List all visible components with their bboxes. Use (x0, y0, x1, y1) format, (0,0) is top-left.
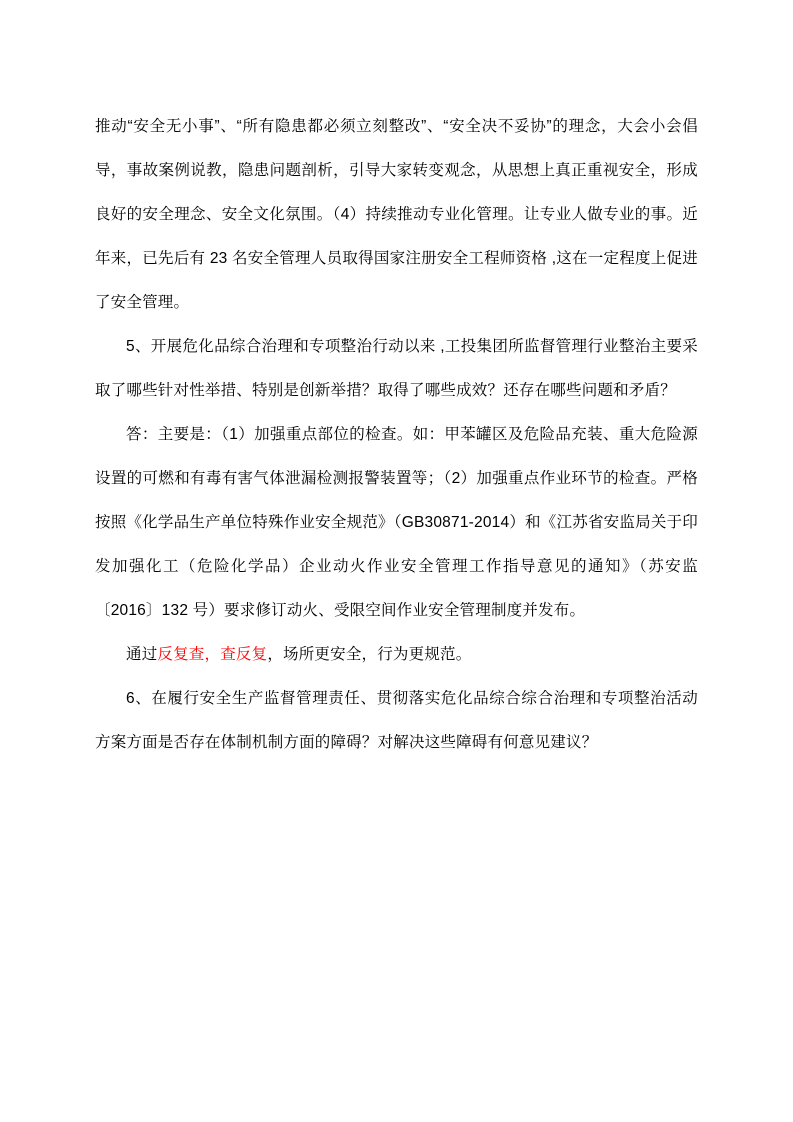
paragraph-highlight-note (95, 633, 698, 677)
paragraph-question-5: 5、开展危化品综合治理和专项整治行动以来 ,工投集团所监督管理行业整治主要采取了哪些针对性举措、特别是创新举措？取得了哪些成效？还存在哪些问题和矛盾？ (95, 338, 698, 399)
paragraph-question-6: 6、在履行安全生产监督管理责任、贯彻落实危化品综合综合治理和专项整治活动方案方面是否存在体制机制方面的障碍？对解决这些障碍有何意见建议？ (95, 690, 698, 751)
highlight-note-prefix: 通过 (126, 646, 158, 663)
paragraph-answer-5: 答：主要是：（1）加强重点部位的检查。如：甲苯罐区及危险品充装、重大危险源设置的可燃和有毒有害气体泄漏检测报警装置等；（2）加强重点作业环节的检查。严格按照《化学品生产单位特殊作业安全规范》（GB30871-2014）和《江苏省安监局关于印发加强化工（危险化学品）企业动火作业安全管理工作指导意见的通知》（苏安监〔2016〕132 号）要求修订动火、受限空间作业安全管理制度并发布。 (95, 426, 698, 619)
highlight-note-suffix: ，场所更安全，行为更规范。 (267, 646, 472, 663)
document-body (95, 105, 698, 765)
highlight-note-emphasis: 反复查，查反复 (157, 646, 268, 663)
paragraph-1: 推动“安全无小事”、“所有隐患都必须立刻整改”、“安全决不妥协”的理念，大会小会倡导，事故案例说教，隐患问题剖析，引导大家转变观念，从思想上真正重视安全，形成良好的安全理念、安全文化氛围。（4）持续推动专业化管理。让专业人做专业的事。近年来，已先后有 23 名安全管理人员取得国家注册安全工程师资格 ,这在一定程度上促进了安全管理。 (95, 118, 698, 311)
